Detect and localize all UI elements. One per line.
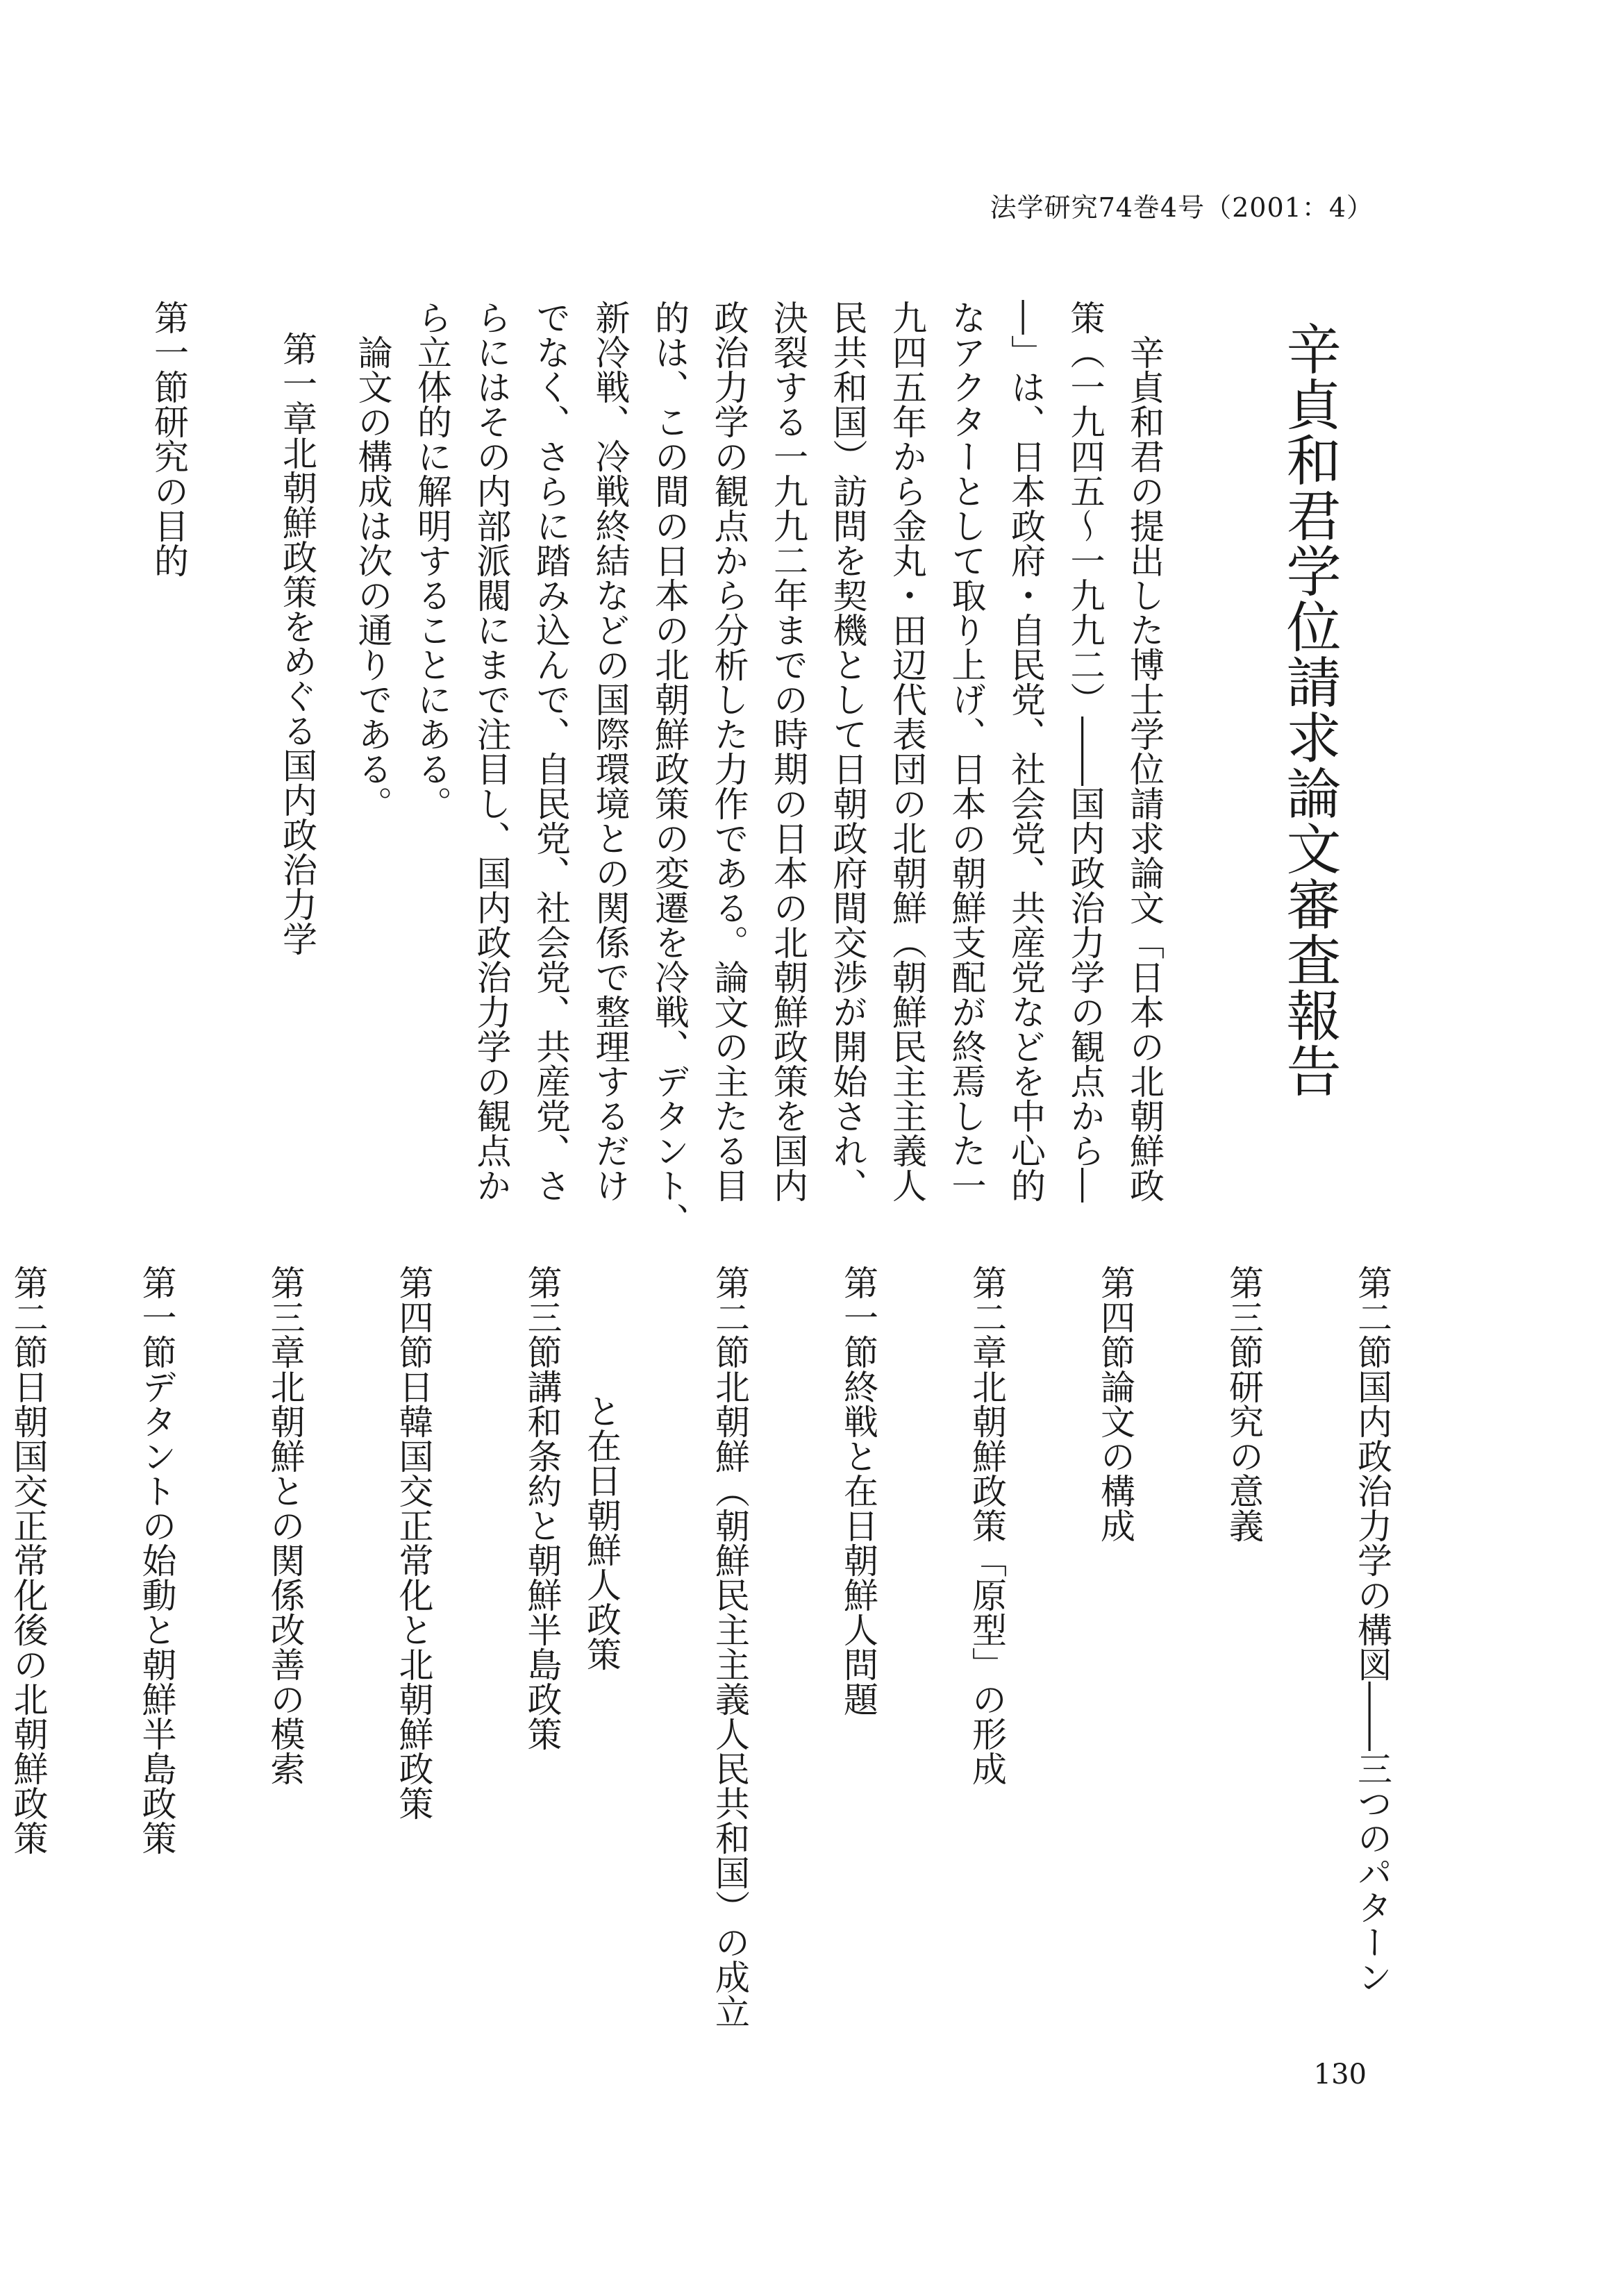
toc-text: 研究の意義 xyxy=(1224,1369,1264,1543)
toc-num: 第三節 xyxy=(1224,1265,1264,1369)
toc-num: 第一節 xyxy=(838,1265,878,1369)
page-title: 辛貞和君学位請求論文審査報告 xyxy=(1277,321,1341,1098)
body-line: ―」は、日本政府・自民党、社会党、共産党などを中心的 xyxy=(1006,300,1046,1203)
toc-chapter-3 xyxy=(186,1265,315,2105)
body-line: らにはその内部派閥にまで注目し、国内政治力学の観点か xyxy=(471,300,512,1203)
toc-text: デタントの始動と朝鮮半島政策 xyxy=(136,1369,177,1855)
toc-num: 第一節 xyxy=(149,300,189,404)
toc-num: 第二節 xyxy=(710,1265,750,1369)
toc-column-top xyxy=(69,300,326,1133)
toc-text: 終戦と在日朝鮮人問題 xyxy=(838,1369,878,1716)
running-header: 法学研究74巻4号（2001：4） xyxy=(990,192,1374,223)
body-line: でなく、さらに踏み込んで、自民党、社会党、共産党、さ xyxy=(531,300,571,1203)
body-text xyxy=(342,300,1174,1237)
toc-section xyxy=(58,1265,186,2105)
toc-continuation xyxy=(572,1265,631,2105)
toc-text: 国内政治力学の構図――三つのパターン xyxy=(1352,1369,1392,1994)
toc-section xyxy=(1016,1265,1144,2105)
toc-text: 論文の構成 xyxy=(1095,1369,1135,1543)
toc-num: 第三節 xyxy=(522,1265,562,1369)
body-line: 辛貞和君の提出した博士学位請求論文「日本の北朝鮮政 xyxy=(1124,335,1165,1203)
toc-section xyxy=(443,1265,572,2105)
toc-text: 北朝鮮（朝鮮民主主義人民共和国）の成立 xyxy=(710,1369,750,2029)
body-line: 民共和国）訪問を契機として日朝政府間交渉が開始され、 xyxy=(827,300,868,1203)
toc-chapter-1 xyxy=(198,300,326,1133)
toc-section xyxy=(759,1265,887,2105)
toc-num: 第二章 xyxy=(967,1265,1007,1369)
toc-num: 第四節 xyxy=(1095,1265,1135,1369)
body-line: 九四五年から金丸・田辺代表団の北朝鮮（朝鮮民主主義人 xyxy=(887,300,927,1203)
body-line: なアクターとして取り上げ、日本の朝鮮支配が終焉した一 xyxy=(946,300,987,1203)
toc-section xyxy=(631,1265,759,2105)
body-line: 策（一九四五～一九九二）――国内政治力学の観点から― xyxy=(1065,300,1106,1203)
body-line: ら立体的に解明することにある。 xyxy=(412,300,452,821)
body-line: 的は、この間の日本の北朝鮮政策の変遷を冷戦、デタント、 xyxy=(649,300,690,1237)
toc-section xyxy=(1144,1265,1273,2105)
body-paragraph-2: 論文の構成は次の通りである。 xyxy=(352,335,393,821)
toc-text: と在日朝鮮人政策 xyxy=(581,1393,622,1671)
body-line: 新冷戦、冷戦終結などの国際環境との関係で整理するだけ xyxy=(590,300,631,1203)
toc-num: 第四節 xyxy=(393,1265,434,1369)
toc-num: 第二節 xyxy=(8,1265,49,1369)
toc-text: 研究の目的 xyxy=(149,404,189,578)
body-paragraph-1 xyxy=(402,300,1174,1237)
toc-num: 第二節 xyxy=(1352,1265,1392,1369)
toc-column-bottom xyxy=(0,1265,1401,2105)
body-line: 政治力学の観点から分析した力作である。論文の主たる目 xyxy=(708,300,749,1203)
toc-num: 第一節 xyxy=(136,1265,177,1369)
toc-section xyxy=(315,1265,443,2105)
toc-section xyxy=(69,300,198,1133)
toc-num: 第一章 xyxy=(277,331,317,435)
toc-text: 講和条約と朝鮮半島政策 xyxy=(522,1369,562,1751)
toc-text: 北朝鮮政策「原型」の形成 xyxy=(967,1369,1007,1786)
toc-section xyxy=(0,1265,58,2105)
toc-text: 北朝鮮との関係改善の模索 xyxy=(265,1369,306,1786)
toc-section xyxy=(1273,1265,1401,2105)
body-line: 決裂する一九九二年までの時期の日本の北朝鮮政策を国内 xyxy=(768,300,808,1203)
toc-text: 日韓国交正常化と北朝鮮政策 xyxy=(393,1369,434,1820)
page-number: 130 xyxy=(1313,2059,1367,2090)
toc-num: 第三章 xyxy=(265,1265,306,1369)
toc-text: 日朝国交正常化後の北朝鮮政策 xyxy=(8,1369,49,1855)
toc-text: 北朝鮮政策をめぐる国内政治力学 xyxy=(277,435,317,956)
toc-chapter-2 xyxy=(887,1265,1016,2105)
